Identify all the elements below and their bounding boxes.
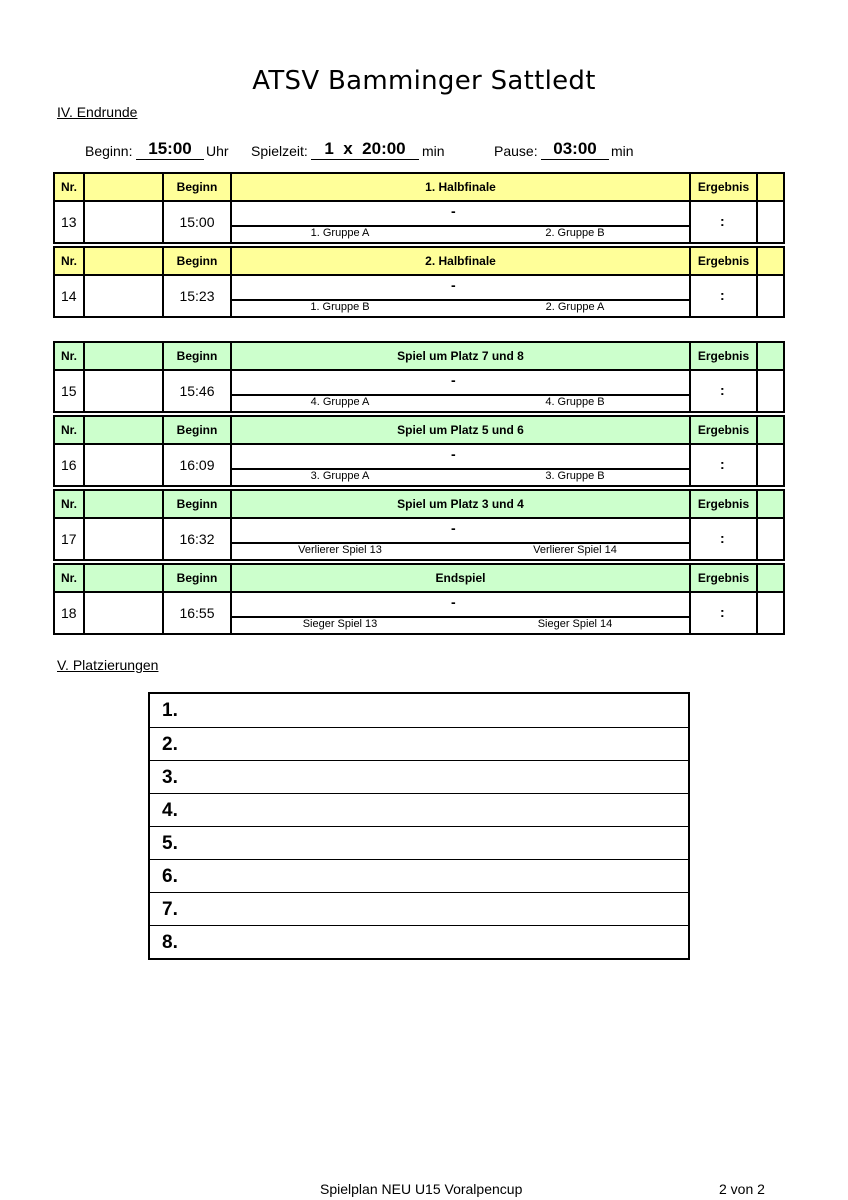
match-number: 16 [61, 457, 77, 473]
match-number: 18 [61, 605, 77, 621]
match-dash: - [451, 372, 456, 388]
match-title: 2. Halbfinale [425, 254, 496, 268]
match-number: 17 [61, 531, 77, 547]
spielzeit-unit: min [422, 143, 445, 159]
header-ergebnis: Ergebnis [697, 571, 750, 585]
match-title: 1. Halbfinale [425, 180, 496, 194]
match-start-time: 16:32 [179, 531, 215, 547]
match-block [53, 172, 785, 244]
home-team: Sieger Spiel 13 [302, 618, 378, 630]
pause-value: 03:00 [541, 139, 609, 160]
home-team: Verlierer Spiel 13 [298, 544, 382, 556]
match-title: Endspiel [435, 571, 486, 585]
home-team: 1. Gruppe B [310, 301, 370, 313]
home-team: 1. Gruppe A [310, 227, 370, 239]
header-nr: Nr. [60, 180, 77, 194]
placing-row: 4. [150, 793, 688, 826]
match-block [53, 415, 785, 487]
result-field[interactable]: : [720, 382, 725, 398]
pause-label: Pause: [494, 143, 538, 159]
home-team: 3. Gruppe A [310, 470, 370, 482]
match-block [53, 489, 785, 561]
placing-row: 3. [150, 760, 688, 793]
placing-row: 7. [150, 892, 688, 925]
placing-row: 6. [150, 859, 688, 892]
result-field[interactable]: : [720, 213, 725, 229]
result-field[interactable]: : [720, 456, 725, 472]
match-dash: - [451, 277, 456, 293]
footer-page-number: 2 von 2 [719, 1181, 765, 1197]
result-field[interactable]: : [720, 604, 725, 620]
header-ergebnis: Ergebnis [697, 254, 750, 268]
match-title: Spiel um Platz 7 und 8 [397, 349, 524, 363]
match-start-time: 15:00 [179, 214, 215, 230]
result-field[interactable]: : [720, 287, 725, 303]
spielzeit-label: Spielzeit: [251, 143, 308, 159]
match-block [53, 563, 785, 635]
header-nr: Nr. [60, 254, 77, 268]
header-beginn: Beginn [176, 349, 218, 363]
header-nr: Nr. [60, 423, 77, 437]
header-beginn: Beginn [176, 423, 218, 437]
away-team: 2. Gruppe B [545, 227, 605, 239]
match-number: 14 [61, 288, 77, 304]
match-block [53, 246, 785, 318]
match-dash: - [451, 203, 456, 219]
header-beginn: Beginn [176, 571, 218, 585]
header-ergebnis: Ergebnis [697, 497, 750, 511]
header-beginn: Beginn [176, 254, 218, 268]
result-field[interactable]: : [720, 530, 725, 546]
away-team: Sieger Spiel 14 [537, 618, 613, 630]
beginn-label: Beginn: [85, 143, 133, 159]
beginn-value: 15:00 [136, 139, 204, 160]
away-team: 3. Gruppe B [545, 470, 605, 482]
placing-row: 5. [150, 826, 688, 859]
match-title: Spiel um Platz 5 und 6 [397, 423, 524, 437]
section-heading-platzierungen: V. Platzierungen [57, 657, 159, 673]
placing-row: 8. [150, 925, 688, 958]
header-ergebnis: Ergebnis [697, 180, 750, 194]
header-beginn: Beginn [176, 497, 218, 511]
match-block [53, 341, 785, 413]
section-heading-endrunde: IV. Endrunde [57, 104, 138, 120]
header-nr: Nr. [60, 497, 77, 511]
header-ergebnis: Ergebnis [697, 349, 750, 363]
match-start-time: 16:09 [179, 457, 215, 473]
match-start-time: 15:23 [179, 288, 215, 304]
footer-document-name: Spielplan NEU U15 Voralpencup [320, 1181, 523, 1197]
match-start-time: 15:46 [179, 383, 215, 399]
away-team: Verlierer Spiel 14 [533, 544, 617, 556]
match-dash: - [451, 520, 456, 536]
match-dash: - [451, 594, 456, 610]
placings-table [148, 692, 690, 960]
page-title: ATSV Bamminger Sattledt [252, 66, 596, 96]
header-nr: Nr. [60, 571, 77, 585]
header-beginn: Beginn [176, 180, 218, 194]
schedule-info [0, 139, 848, 163]
pause-unit: min [611, 143, 634, 159]
beginn-unit: Uhr [206, 143, 229, 159]
spielzeit-value: 1 x 20:00 [311, 139, 419, 160]
away-team: 4. Gruppe B [545, 396, 605, 408]
match-dash: - [451, 446, 456, 462]
placing-row: 1. [162, 700, 178, 721]
match-title: Spiel um Platz 3 und 4 [397, 497, 524, 511]
placing-row: 2. [150, 727, 688, 760]
home-team: 4. Gruppe A [310, 396, 370, 408]
away-team: 2. Gruppe A [545, 301, 605, 313]
header-nr: Nr. [60, 349, 77, 363]
match-number: 15 [61, 383, 77, 399]
match-number: 13 [61, 214, 77, 230]
match-start-time: 16:55 [179, 605, 215, 621]
header-ergebnis: Ergebnis [697, 423, 750, 437]
